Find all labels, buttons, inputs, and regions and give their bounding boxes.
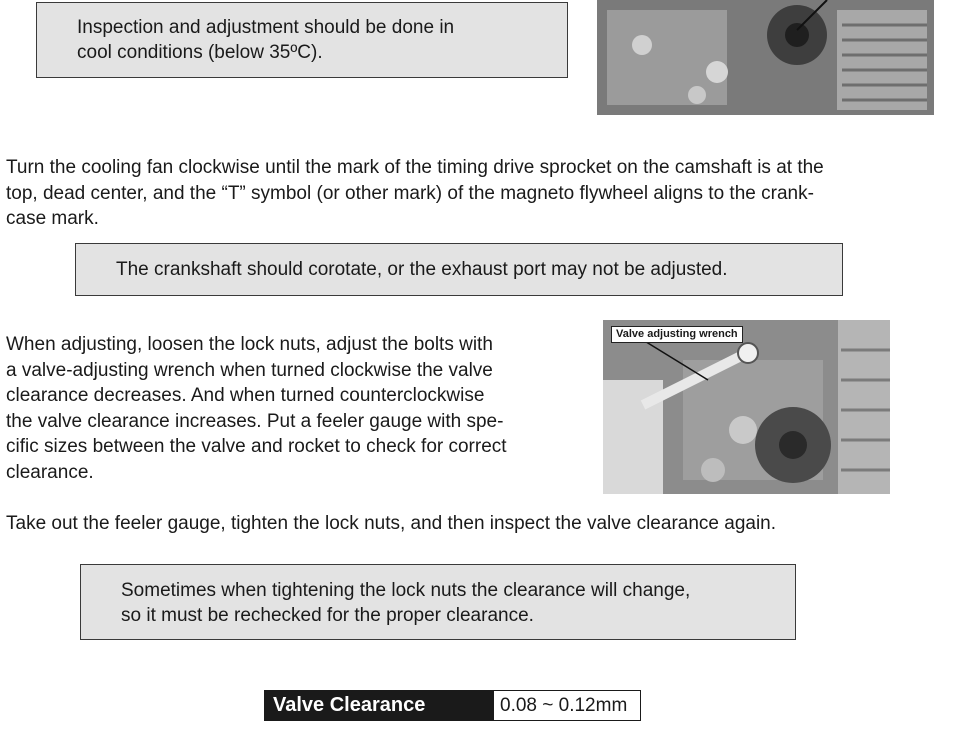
- valve-clearance-table: [264, 690, 641, 721]
- paragraph-line: When adjusting, loosen the lock nuts, adjust the bolts with: [6, 334, 493, 355]
- paragraph-line: a valve-adjusting wrench when turned clockwise the valve: [6, 359, 493, 381]
- paragraph-line: the valve clearance increases. Put a feeler gauge with spe-: [6, 410, 504, 432]
- paragraph-line: Take out the feeler gauge, tighten the lock nuts, and then inspect the valve clearance again.: [6, 513, 777, 534]
- valve-wrench-photo: [603, 320, 890, 494]
- valve-clearance-value: 0.08 ~ 0.12mm: [494, 691, 640, 720]
- note-line: so it must be rechecked for the proper clearance.: [121, 605, 534, 626]
- wrench-callout-label: Valve adjusting wrench: [611, 326, 743, 343]
- note-crankshaft: [75, 243, 843, 296]
- paragraph-line: Turn the cooling fan clockwise until the mark of the timing drive sprocket on the camshaft is at the: [6, 157, 824, 178]
- paragraph-adjusting: [6, 332, 596, 485]
- note-line: The crankshaft should corotate, or the exhaust port may not be adjusted.: [116, 259, 728, 280]
- paragraph-feeler-gauge: [6, 511, 946, 537]
- note-line: Sometimes when tightening the lock nuts the clearance will change,: [121, 580, 691, 601]
- engine-camshaft-illustration: [597, 0, 934, 115]
- valve-clearance-label: Valve Clearance: [265, 691, 494, 720]
- paragraph-line: cific sizes between the valve and rocket to check for correct: [6, 436, 507, 457]
- valve-wrench-illustration: [603, 320, 890, 494]
- note-cool-conditions: [36, 2, 568, 78]
- paragraph-line: clearance.: [6, 461, 94, 483]
- note-line: cool conditions (below 35ºC).: [77, 42, 323, 63]
- paragraph-line: case mark.: [6, 208, 99, 229]
- paragraph-line: clearance decreases. And when turned counterclockwise: [6, 385, 485, 406]
- note-line: Inspection and adjustment should be done in: [77, 17, 455, 38]
- paragraph-timing: [6, 155, 946, 232]
- note-recheck: [80, 564, 796, 640]
- engine-camshaft-photo: [597, 0, 934, 115]
- paragraph-line: top, dead center, and the “T” symbol (or other mark) of the magneto flywheel aligns to the crank-: [6, 182, 814, 204]
